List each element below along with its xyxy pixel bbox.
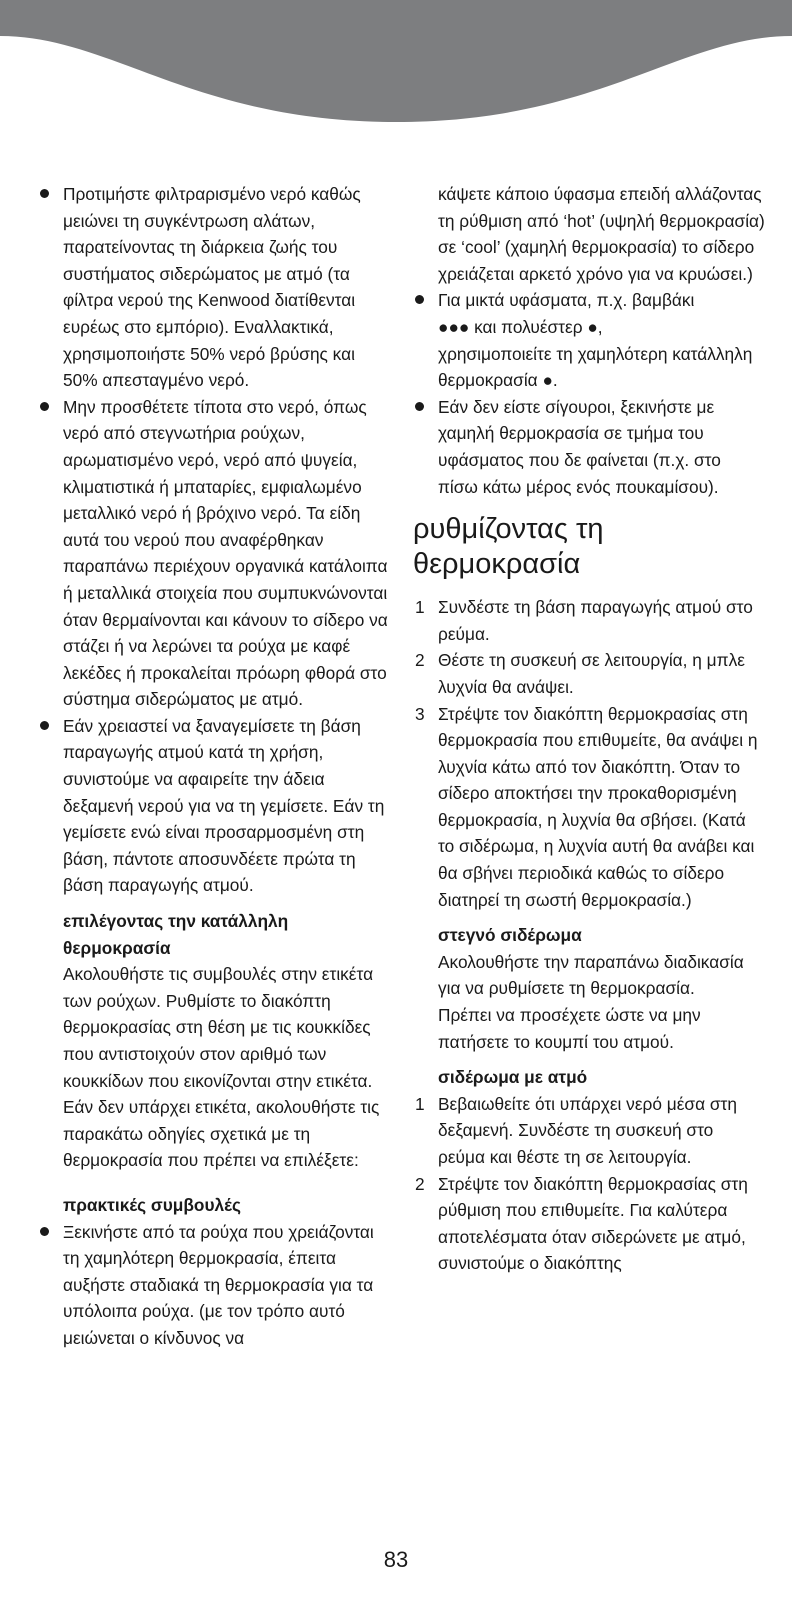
step-number: 3 [415,703,425,724]
bullet-no-additives: Μην προσθέτετε τίποτα στο νερό, όπως νερό από στεγνωτήρια ρούχων, αρωματισμένο νερό, νερό από ψυγεία, κλιματιστικά ή μπαταρίες, εμφιαλωμένο μεταλλικό νερό ή βρόχινο νερό. Τα είδη αυτά του νερού που αναφέρθηκαν παραπάνω περιέχουν οργανικά κατάλοιπα ή μεταλλικά στοιχεία που συμπυκνώνονται όταν θερμαίνονται και κάνουν το σίδερο να στάζει ή να λερώνει τα ρούχα με καφέ λεκέδες ή προκαλείται πρόωρη φθορά στο σύστημα σιδερώματος με ατμό. [38,394,388,713]
bullet-refill: Εάν χρειαστεί να ξαναγεμίσετε τη βάση παραγωγής ατμού κατά τη χρήση, συνιστούμε να αφαιρείτε την άδεια δεξαμενή νερού για να τη γεμίσετε. Εάν τη γεμίσετε ενώ είναι προσαρμοσμένη στη βάση, πάντοτε αποσυνδέετε πρώτα τη βάση παραγωγής ατμού. [38,713,388,899]
step-2 [413,647,765,700]
step-number: 2 [415,650,425,671]
dry-ironing-text-2: Πρέπει να προσέχετε ώστε να μην πατήσετε το κουμπί του ατμού. [438,1005,701,1052]
step-number: 2 [415,1173,425,1194]
page-number: 83 [383,1547,409,1572]
section-heading [413,512,765,582]
mixed-fabrics-line-3: χρησιμοποιείτε τη χαμηλότερη κατάλληλη θερμοκρασία ●. [438,343,753,391]
step-text: Συνδέστε τη βάση παραγωγής ατμού στο ρεύμα. [438,597,753,644]
section-heading-line-2: θερμοκρασία [413,548,581,581]
left-column [38,181,388,1352]
steam-step-2 [413,1171,765,1277]
step-text: Θέστε τη συσκευή σε λειτουργία, η μπλε λυχνία θα ανάψει. [438,650,745,697]
step-text: Στρέψτε τον διακόπτη θερμοκρασίας στη θερμοκρασία που επιθυμείτε, θα ανάψει η λυχνία κάτω από τον διακόπτη. Όταν το σίδερο αποκτήσει την προκαθορισμένη θερμοκρασία, η λυχνία θα σβήσει. (Κατά το σιδέρωμα, η λυχνία αυτή θα ανάβει και θα σβήνει περιοδικά καθώς το σίδερο διατηρεί τη σωστή θερμοκρασία.) [438,703,758,910]
step-number: 1 [415,597,425,618]
section-heading-line-1: ρυθμίζοντας τη [413,513,604,546]
right-column [413,181,765,1277]
bullet-filtered-water: Προτιμήστε φιλτραρισμένο νερό καθώς μειώνει τη συγκέντρωση αλάτων, παρατείνοντας τη διάρκεια ζωής του συστήματος σιδερώματος με ατμό (τα φίλτρα νερού της Kenwood διατίθενται ευρέως στο εμπόριο). Εναλλακτικά, χρησιμοποιήστε 50% νερό βρύσης και 50% απεσταγμένο νερό. [38,181,388,394]
choose-temperature-text: Ακολουθήστε τις συμβουλές στην ετικέτα των ρούχων. Ρυθμίστε το διακόπτη θερμοκρασίας στη θέση με τις κουκκίδες που αντιστοιχούν στον αριθμό των κουκκίδων που εικονίζονται στην ετικέτα. Εάν δεν υπάρχει ετικέτα, ακολουθήστε τις παρακάτω οδηγίες σχετικά με τη θερμοκρασία που πρέπει να επιλέξετε: [63,964,380,1171]
continued-text: κάψετε κάποιο ύφασμα επειδή αλλάζοντας τη ρύθμιση από ‘hot’ (υψηλή θερμοκρασία) σε ‘cool’ (χαμηλή θερμοκρασία) το σίδερο χρειάζεται αρκετό χρόνο για να κρυώσει.) [438,184,765,284]
header-wave-band [0,0,792,130]
mixed-fabrics-line-2: ●●● και πολυέστερ ●, [438,316,603,337]
steam-step-1 [413,1091,765,1171]
bullet-mixed-fabrics [413,287,765,393]
bullet-start-low: Ξεκινήστε από τα ρούχα που χρειάζονται τη χαμηλότερη θερμοκρασία, έπειτα αυξήστε σταδιακά τη θερμοκρασία για τα υπόλοιπα ρούχα. (με τον τρόπο αυτό μειώνεται ο κίνδυνος να [38,1219,388,1352]
subheading-steam-ironing: σιδέρωμα με ατμό [438,1067,588,1088]
step-text: Στρέψτε τον διακόπτη θερμοκρασίας στη ρύθμιση που επιθυμείτε. Για καλύτερα αποτελέσματα όταν σιδερώνετε με ατμό, συνιστούμε ο διακόπτης [438,1173,748,1274]
step-text: Βεβαιωθείτε ότι υπάρχει νερό μέσα στη δεξαμενή. Συνδέστε τη συσκευή στο ρεύμα και θέστε τη σε λειτουργία. [438,1093,737,1167]
subheading-practical-tips: πρακτικές συμβουλές [63,1194,241,1215]
step-3 [413,701,765,914]
subheading-dry-ironing: στεγνό σιδέρωμα [438,925,582,946]
step-number: 1 [415,1093,425,1114]
subheading-choose-temperature: επιλέγοντας την κατάλληλη θερμοκρασία [63,911,289,958]
step-1 [413,594,765,647]
mixed-fabrics-line-1: Για μικτά υφάσματα, π.χ. βαμβάκι [438,290,695,311]
dry-ironing-text-1: Ακολουθήστε την παραπάνω διαδικασία για να ρυθμίσετε τη θερμοκρασία. [438,951,744,999]
bullet-if-unsure: Εάν δεν είστε σίγουροι, ξεκινήστε με χαμηλή θερμοκρασία σε τμήμα του υφάσματος που δε φαίνεται (π.χ. στο πίσω κάτω μέρος ενός πουκαμίσου). [413,394,765,500]
